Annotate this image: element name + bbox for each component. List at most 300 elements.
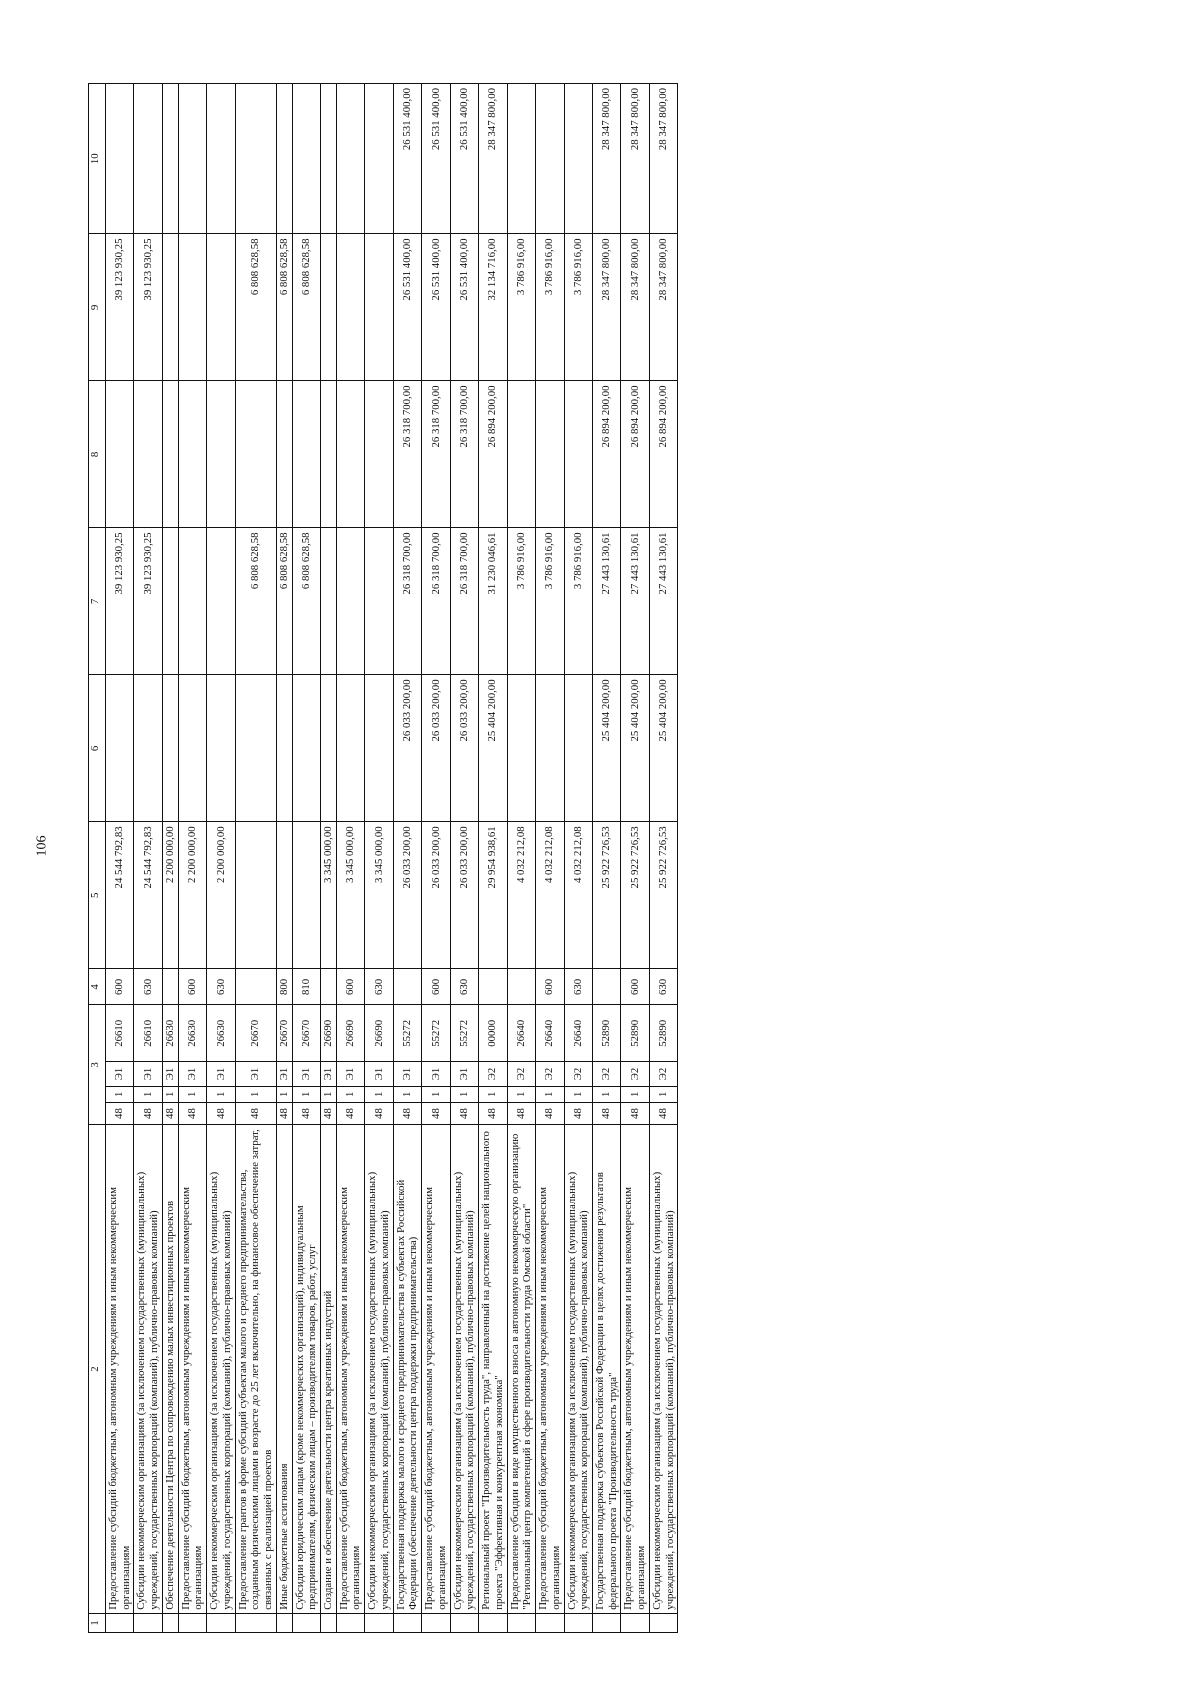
cell-code-3: Э2 (479, 1062, 507, 1087)
cell-value-6: 26 033 200,00 (450, 675, 478, 822)
cell-code-4: 26670 (235, 1005, 276, 1062)
cell-vr (479, 969, 507, 1005)
cell-value-9: 6 808 628,58 (235, 234, 276, 381)
cell-value-5 (292, 822, 320, 969)
cell-name: Субсидии некоммерческим организациям (за исключением государственных (муниципальных) учреждений, государственных корпораций (компаний), публично-правовых компаний) (134, 1125, 162, 1613)
cell-name: Иные бюджетные ассигнования (276, 1125, 292, 1613)
cell-value-10 (321, 84, 337, 234)
cell-value-7 (321, 528, 337, 675)
table-row (235, 84, 276, 1633)
header-cell-5: 5 (89, 822, 106, 969)
cell-value-9: 39 123 930,25 (134, 234, 162, 381)
cell-code-4: 55272 (393, 1005, 421, 1062)
cell-value-7 (162, 528, 178, 675)
cell-name: Предоставление субсидий бюджетным, автономным учреждениям и иным некоммерческим организациям (336, 1125, 364, 1613)
cell-value-9: 28 347 800,00 (649, 234, 677, 381)
table-row (162, 84, 178, 1633)
table-row (621, 84, 649, 1633)
cell-value-6: 25 404 200,00 (621, 675, 649, 822)
table-row (507, 84, 535, 1633)
cell-name: Предоставление субсидий бюджетным, автономным учреждениям и иным некоммерческим организациям (536, 1125, 564, 1613)
cell-value-5: 24 544 792,83 (134, 822, 162, 969)
cell-code-3: Э1 (393, 1062, 421, 1087)
cell-blank (621, 1613, 649, 1632)
cell-value-9: 3 786 916,00 (536, 234, 564, 381)
cell-value-9: 28 347 800,00 (592, 234, 620, 381)
cell-name: Предоставление субсидий бюджетным, автономным учреждениям и иным некоммерческим организациям (621, 1125, 649, 1613)
cell-vr: 600 (536, 969, 564, 1005)
cell-code-4: 52890 (649, 1005, 677, 1062)
cell-vr: 630 (365, 969, 393, 1005)
cell-value-10 (235, 84, 276, 234)
table-row (592, 84, 620, 1633)
table-row (536, 84, 564, 1633)
cell-value-10 (276, 84, 292, 234)
cell-value-9: 6 808 628,58 (276, 234, 292, 381)
cell-code-1: 48 (336, 1102, 364, 1125)
cell-value-8 (276, 381, 292, 528)
table-row (134, 84, 162, 1633)
table-row (393, 84, 421, 1633)
header-cell-6: 6 (89, 675, 106, 822)
cell-value-5: 26 033 200,00 (393, 822, 421, 969)
cell-code-1: 48 (134, 1102, 162, 1125)
cell-code-3: Э2 (592, 1062, 620, 1087)
table-row (564, 84, 592, 1633)
cell-code-2: 1 (106, 1086, 134, 1102)
cell-code-2: 1 (422, 1086, 450, 1102)
cell-value-9: 26 531 400,00 (422, 234, 450, 381)
cell-value-9 (365, 234, 393, 381)
cell-code-1: 48 (450, 1102, 478, 1125)
cell-code-4: 26670 (292, 1005, 320, 1062)
cell-code-2: 1 (292, 1086, 320, 1102)
cell-code-3: Э1 (276, 1062, 292, 1087)
cell-code-1: 48 (564, 1102, 592, 1125)
cell-code-1: 48 (649, 1102, 677, 1125)
cell-value-8: 26 894 200,00 (592, 381, 620, 528)
cell-code-2: 1 (592, 1086, 620, 1102)
cell-code-4: 26630 (207, 1005, 235, 1062)
cell-vr (592, 969, 620, 1005)
cell-value-5: 2 200 000,00 (207, 822, 235, 969)
table-row (365, 84, 393, 1633)
header-cell-9: 9 (89, 234, 106, 381)
cell-code-1: 48 (235, 1102, 276, 1125)
table-row (106, 84, 134, 1633)
cell-blank (235, 1613, 276, 1632)
cell-code-1: 48 (479, 1102, 507, 1125)
cell-value-6: 25 404 200,00 (649, 675, 677, 822)
cell-vr: 630 (134, 969, 162, 1005)
cell-value-8 (507, 381, 535, 528)
cell-code-1: 48 (207, 1102, 235, 1125)
cell-blank (365, 1613, 393, 1632)
cell-value-10: 28 347 800,00 (621, 84, 649, 234)
cell-value-9: 26 531 400,00 (450, 234, 478, 381)
cell-vr: 800 (276, 969, 292, 1005)
cell-code-3: Э1 (207, 1062, 235, 1087)
cell-code-1: 48 (365, 1102, 393, 1125)
cell-value-5: 25 922 726,53 (592, 822, 620, 969)
cell-code-3: Э2 (649, 1062, 677, 1087)
cell-value-9 (321, 234, 337, 381)
cell-vr: 600 (106, 969, 134, 1005)
cell-value-7: 26 318 700,00 (422, 528, 450, 675)
cell-value-9 (207, 234, 235, 381)
cell-value-6: 26 033 200,00 (393, 675, 421, 822)
cell-vr: 630 (649, 969, 677, 1005)
cell-code-2: 1 (336, 1086, 364, 1102)
cell-vr: 600 (336, 969, 364, 1005)
cell-value-7 (336, 528, 364, 675)
cell-code-1: 48 (592, 1102, 620, 1125)
cell-value-5 (235, 822, 276, 969)
cell-vr (235, 969, 276, 1005)
cell-name: Субсидии юридическим лицам (кроме некоммерческих организаций), индивидуальным предпринимателям, физическим лицам – производителям товаров, работ, услуг (292, 1125, 320, 1613)
table-row (292, 84, 320, 1633)
cell-code-2: 1 (134, 1086, 162, 1102)
cell-code-3: Э1 (450, 1062, 478, 1087)
cell-value-6 (276, 675, 292, 822)
cell-code-1: 48 (276, 1102, 292, 1125)
cell-value-5 (276, 822, 292, 969)
cell-value-10: 28 347 800,00 (592, 84, 620, 234)
cell-value-6 (292, 675, 320, 822)
cell-value-5: 4 032 212,08 (564, 822, 592, 969)
cell-code-4: 26640 (536, 1005, 564, 1062)
cell-value-10 (162, 84, 178, 234)
cell-name: Государственная поддержка субъектов Российской Федерации в целях достижения результатов федерального проекта "Производительность труда" (592, 1125, 620, 1613)
cell-blank (162, 1613, 178, 1632)
cell-value-10 (106, 84, 134, 234)
cell-name: Субсидии некоммерческим организациям (за исключением государственных (муниципальных) учреждений, государственных корпораций (компаний), публично-правовых компаний) (450, 1125, 478, 1613)
cell-code-4: 26630 (178, 1005, 206, 1062)
cell-blank (292, 1613, 320, 1632)
table-row (207, 84, 235, 1633)
cell-code-1: 48 (321, 1102, 337, 1125)
cell-value-8 (178, 381, 206, 528)
table-row (649, 84, 677, 1633)
table-row (336, 84, 364, 1633)
cell-value-7: 3 786 916,00 (507, 528, 535, 675)
cell-name: Предоставление субсидий бюджетным, автономным учреждениям и иным некоммерческим организациям (422, 1125, 450, 1613)
table-row (422, 84, 450, 1633)
cell-vr: 630 (564, 969, 592, 1005)
cell-code-2: 1 (507, 1086, 535, 1102)
cell-name: Создание и обеспечение деятельности центра креативных индустрий (321, 1125, 337, 1613)
cell-code-2: 1 (393, 1086, 421, 1102)
cell-vr: 600 (422, 969, 450, 1005)
cell-name: Предоставление субсидии в виде имущественного взноса в автономную некоммерческую организацию "Региональный центр компетенций в сфере производительности труда Омской области" (507, 1125, 535, 1613)
cell-value-10 (564, 84, 592, 234)
cell-value-5: 26 033 200,00 (450, 822, 478, 969)
cell-value-8 (292, 381, 320, 528)
cell-value-5: 2 200 000,00 (162, 822, 178, 969)
table-row (178, 84, 206, 1633)
cell-code-4: 26610 (134, 1005, 162, 1062)
cell-name: Субсидии некоммерческим организациям (за исключением государственных (муниципальных) учреждений, государственных корпораций (компаний), публично-правовых компаний) (365, 1125, 393, 1613)
cell-value-5: 25 922 726,53 (649, 822, 677, 969)
cell-value-9: 39 123 930,25 (106, 234, 134, 381)
cell-value-9 (162, 234, 178, 381)
cell-code-2: 1 (235, 1086, 276, 1102)
cell-blank (207, 1613, 235, 1632)
cell-value-8 (321, 381, 337, 528)
cell-value-7 (365, 528, 393, 675)
cell-blank (106, 1613, 134, 1632)
cell-name: Субсидии некоммерческим организациям (за исключением государственных (муниципальных) учреждений, государственных корпораций (компаний), публично-правовых компаний) (207, 1125, 235, 1613)
cell-value-6 (536, 675, 564, 822)
cell-value-10: 26 531 400,00 (422, 84, 450, 234)
cell-value-7: 26 318 700,00 (393, 528, 421, 675)
header-cell-2: 2 (89, 1125, 106, 1613)
cell-value-6: 26 033 200,00 (422, 675, 450, 822)
cell-blank (592, 1613, 620, 1632)
cell-value-7: 6 808 628,58 (292, 528, 320, 675)
cell-code-1: 48 (106, 1102, 134, 1125)
cell-code-2: 1 (450, 1086, 478, 1102)
cell-value-6 (178, 675, 206, 822)
cell-value-9: 6 808 628,58 (292, 234, 320, 381)
cell-code-4: 55272 (450, 1005, 478, 1062)
cell-code-3: Э1 (422, 1062, 450, 1087)
cell-value-7 (207, 528, 235, 675)
cell-value-7: 39 123 930,25 (106, 528, 134, 675)
cell-value-7: 27 443 130,61 (592, 528, 620, 675)
cell-code-4: 52890 (621, 1005, 649, 1062)
cell-value-7: 6 808 628,58 (276, 528, 292, 675)
cell-value-10: 28 347 800,00 (649, 84, 677, 234)
cell-name: Обеспечение деятельности Центра по сопровождению малых инвестиционных проектов (162, 1125, 178, 1613)
cell-value-10: 26 531 400,00 (393, 84, 421, 234)
cell-code-2: 1 (321, 1086, 337, 1102)
cell-value-10 (507, 84, 535, 234)
cell-value-6 (365, 675, 393, 822)
cell-code-3: Э2 (564, 1062, 592, 1087)
cell-value-5: 26 033 200,00 (422, 822, 450, 969)
cell-value-8: 26 894 200,00 (621, 381, 649, 528)
cell-code-2: 1 (162, 1086, 178, 1102)
cell-value-5: 25 922 726,53 (621, 822, 649, 969)
cell-vr (393, 969, 421, 1005)
cell-code-4: 26690 (336, 1005, 364, 1062)
cell-code-1: 48 (507, 1102, 535, 1125)
cell-value-8: 26 894 200,00 (479, 381, 507, 528)
cell-blank (134, 1613, 162, 1632)
cell-name: Субсидии некоммерческим организациям (за исключением государственных (муниципальных) учреждений, государственных корпораций (компаний), публично-правовых компаний) (564, 1125, 592, 1613)
cell-value-8 (536, 381, 564, 528)
table-row (276, 84, 292, 1633)
cell-vr (162, 969, 178, 1005)
cell-blank (393, 1613, 421, 1632)
header-cell-10: 10 (89, 84, 106, 234)
header-cell-8: 8 (89, 381, 106, 528)
cell-blank (450, 1613, 478, 1632)
cell-code-1: 48 (422, 1102, 450, 1125)
table-row (479, 84, 507, 1633)
cell-value-5: 3 345 000,00 (321, 822, 337, 969)
cell-value-10 (134, 84, 162, 234)
cell-vr: 630 (450, 969, 478, 1005)
cell-blank (649, 1613, 677, 1632)
cell-name: Государственная поддержка малого и среднего предпринимательства в субъектах Российской Федерации (обеспечение деятельности центра поддержки предпринимательства) (393, 1125, 421, 1613)
cell-value-5: 4 032 212,08 (536, 822, 564, 969)
cell-value-8 (235, 381, 276, 528)
cell-value-10 (336, 84, 364, 234)
cell-value-6 (321, 675, 337, 822)
cell-code-4: 55272 (422, 1005, 450, 1062)
cell-value-9: 28 347 800,00 (621, 234, 649, 381)
cell-code-2: 1 (276, 1086, 292, 1102)
cell-name: Субсидии некоммерческим организациям (за исключением государственных (муниципальных) учреждений, государственных корпораций (компаний), публично-правовых компаний) (649, 1125, 677, 1613)
cell-value-10 (536, 84, 564, 234)
cell-code-4: 26630 (162, 1005, 178, 1062)
cell-code-2: 1 (649, 1086, 677, 1102)
cell-blank (422, 1613, 450, 1632)
cell-value-5: 3 345 000,00 (336, 822, 364, 969)
cell-value-8: 26 318 700,00 (393, 381, 421, 528)
cell-blank (336, 1613, 364, 1632)
cell-value-6 (162, 675, 178, 822)
cell-code-4: 52890 (592, 1005, 620, 1062)
cell-blank (276, 1613, 292, 1632)
cell-code-1: 48 (393, 1102, 421, 1125)
cell-value-8 (162, 381, 178, 528)
cell-code-3: Э2 (507, 1062, 535, 1087)
cell-code-3: Э1 (134, 1062, 162, 1087)
cell-value-9: 3 786 916,00 (564, 234, 592, 381)
cell-blank (321, 1613, 337, 1632)
header-row (89, 84, 106, 1633)
cell-vr: 630 (207, 969, 235, 1005)
cell-value-8: 26 894 200,00 (649, 381, 677, 528)
header-cell-4: 4 (89, 969, 106, 1005)
cell-code-4: 00000 (479, 1005, 507, 1062)
cell-value-7: 26 318 700,00 (450, 528, 478, 675)
cell-vr (507, 969, 535, 1005)
cell-value-10 (207, 84, 235, 234)
cell-code-1: 48 (178, 1102, 206, 1125)
cell-code-4: 26670 (276, 1005, 292, 1062)
cell-code-2: 1 (536, 1086, 564, 1102)
cell-value-7: 3 786 916,00 (536, 528, 564, 675)
rotated-table-container (88, 83, 678, 1633)
cell-value-9: 3 786 916,00 (507, 234, 535, 381)
cell-name: Предоставление субсидий бюджетным, автономным учреждениям и иным некоммерческим организациям (106, 1125, 134, 1613)
cell-code-3: Э1 (235, 1062, 276, 1087)
cell-value-8 (134, 381, 162, 528)
header-cell-7: 7 (89, 528, 106, 675)
cell-code-2: 1 (207, 1086, 235, 1102)
cell-name: Предоставление грантов в форме субсидий субъектам малого и среднего предпринимательства, созданным физическими лицами в возрасте до 25 лет включительно, на финансовое обеспечение затрат, связанных с реализацией проектов (235, 1125, 276, 1613)
cell-value-9 (336, 234, 364, 381)
cell-value-7: 3 786 916,00 (564, 528, 592, 675)
cell-code-4: 26690 (365, 1005, 393, 1062)
cell-value-6 (507, 675, 535, 822)
cell-value-6 (235, 675, 276, 822)
cell-code-4: 26640 (564, 1005, 592, 1062)
cell-vr: 810 (292, 969, 320, 1005)
cell-value-7: 27 443 130,61 (621, 528, 649, 675)
cell-value-10 (365, 84, 393, 234)
cell-code-2: 1 (621, 1086, 649, 1102)
cell-value-5: 3 345 000,00 (365, 822, 393, 969)
cell-value-9: 32 134 716,00 (479, 234, 507, 381)
cell-code-3: Э1 (178, 1062, 206, 1087)
cell-value-7: 31 230 046,61 (479, 528, 507, 675)
page-number: 106 (34, 835, 50, 857)
cell-value-10: 26 531 400,00 (450, 84, 478, 234)
cell-code-1: 48 (292, 1102, 320, 1125)
cell-code-4: 26690 (321, 1005, 337, 1062)
cell-value-6 (106, 675, 134, 822)
cell-value-5: 24 544 792,83 (106, 822, 134, 969)
cell-code-4: 26640 (507, 1005, 535, 1062)
table-row (321, 84, 337, 1633)
budget-table (88, 83, 678, 1633)
cell-value-9: 26 531 400,00 (393, 234, 421, 381)
cell-blank (507, 1613, 535, 1632)
cell-value-8 (564, 381, 592, 528)
cell-code-3: Э2 (621, 1062, 649, 1087)
cell-value-8 (365, 381, 393, 528)
header-cell-3: 3 (89, 1005, 106, 1125)
cell-value-10 (178, 84, 206, 234)
cell-value-8: 26 318 700,00 (450, 381, 478, 528)
cell-code-3: Э2 (536, 1062, 564, 1087)
cell-vr: 600 (178, 969, 206, 1005)
cell-code-1: 48 (162, 1102, 178, 1125)
cell-code-3: Э1 (336, 1062, 364, 1087)
cell-value-8 (336, 381, 364, 528)
cell-value-6: 25 404 200,00 (479, 675, 507, 822)
cell-code-3: Э1 (106, 1062, 134, 1087)
cell-code-1: 48 (536, 1102, 564, 1125)
table-row (450, 84, 478, 1633)
cell-value-5: 29 954 938,61 (479, 822, 507, 969)
cell-value-9 (178, 234, 206, 381)
cell-blank (536, 1613, 564, 1632)
cell-code-2: 1 (479, 1086, 507, 1102)
cell-code-2: 1 (365, 1086, 393, 1102)
cell-value-6 (336, 675, 364, 822)
cell-code-1: 48 (621, 1102, 649, 1125)
cell-code-2: 1 (564, 1086, 592, 1102)
cell-value-6 (134, 675, 162, 822)
header-cell-1: 1 (89, 1613, 106, 1632)
cell-vr (321, 969, 337, 1005)
cell-value-6 (207, 675, 235, 822)
cell-vr: 600 (621, 969, 649, 1005)
cell-value-7: 39 123 930,25 (134, 528, 162, 675)
cell-value-7: 6 808 628,58 (235, 528, 276, 675)
cell-value-7: 27 443 130,61 (649, 528, 677, 675)
cell-blank (479, 1613, 507, 1632)
cell-value-6 (564, 675, 592, 822)
cell-name: Предоставление субсидий бюджетным, автономным учреждениям и иным некоммерческим организациям (178, 1125, 206, 1613)
cell-code-4: 26610 (106, 1005, 134, 1062)
cell-code-3: Э1 (321, 1062, 337, 1087)
cell-blank (564, 1613, 592, 1632)
cell-code-3: Э1 (365, 1062, 393, 1087)
cell-value-8 (207, 381, 235, 528)
cell-value-8 (106, 381, 134, 528)
cell-value-10 (292, 84, 320, 234)
cell-value-7 (178, 528, 206, 675)
cell-code-3: Э1 (162, 1062, 178, 1087)
cell-value-6: 25 404 200,00 (592, 675, 620, 822)
